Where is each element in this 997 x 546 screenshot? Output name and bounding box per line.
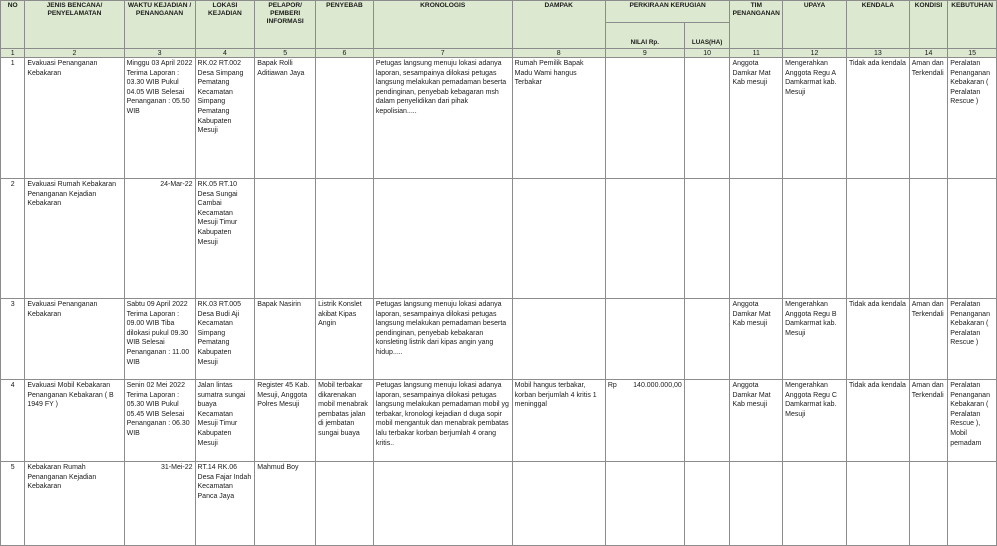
kebutuhan-cell: Peralatan Penanganan Kebakaran ( Peralatan Rescue ), Mobil pemadam — [948, 380, 997, 462]
jenis-cell: Kebakaran Rumah Penanganan Kejadian Kebakaran — [25, 462, 124, 546]
column-number: 10 — [684, 49, 730, 58]
kronologis-cell — [373, 179, 512, 299]
penyebab-cell: Mobil terbakar dikarenakan mobil menabrak pembatas jalan di jembatan sungai buaya — [316, 380, 374, 462]
header-jenis: JENIS BENCANA/ PENYELAMATAN — [25, 1, 124, 49]
header-kendala: KENDALA — [846, 1, 909, 49]
header-lokasi: LOKASI KEJADIAN — [195, 1, 255, 49]
column-number: 5 — [255, 49, 316, 58]
loss-amount: 140.000.000,00 — [633, 382, 682, 389]
pelapor-cell — [255, 179, 316, 299]
header-dampak: DAMPAK — [512, 1, 605, 49]
header-penyebab: PENYEBAB — [316, 1, 374, 49]
dampak-cell: Mobil hangus terbakar, korban berjumlah 4 kritis 1 meninggal — [512, 380, 605, 462]
table-row — [1, 179, 997, 299]
header-luas: LUAS(HA) — [684, 23, 730, 49]
kebutuhan-cell: Peralatan Penanganan Kebakaran ( Peralatan Rescue ) — [948, 299, 997, 380]
column-number: 8 — [512, 49, 605, 58]
table-row — [1, 380, 997, 462]
no-cell: 3 — [1, 299, 25, 380]
lokasi-cell: RT.14 RK.06 Desa Fajar Indah Kecamatan Panca Jaya — [195, 462, 255, 546]
no-cell: 2 — [1, 179, 25, 299]
kondisi-cell: Aman dan Terkendali — [909, 299, 948, 380]
column-number: 1 — [1, 49, 25, 58]
nilai-cell — [605, 462, 684, 546]
header-kebutuhan: KEBUTUHAN — [948, 1, 997, 49]
header-pelapor: PELAPOR/ PEMBERI INFORMASI — [255, 1, 316, 49]
nilai-cell — [605, 179, 684, 299]
column-number: 4 — [195, 49, 255, 58]
pelapor-cell: Register 45 Kab. Mesuji, Anggota Polres Mesuji — [255, 380, 316, 462]
kebutuhan-cell — [948, 179, 997, 299]
dampak-cell — [512, 462, 605, 546]
upaya-cell: Mengerahkan Anggota Regu C Damkarmat kab. Mesuji — [783, 380, 847, 462]
tim-cell — [730, 179, 783, 299]
tim-cell: Anggota Damkar Mat Kab mesuji — [730, 380, 783, 462]
jenis-cell: Evakuasi Rumah Kebakaran Penanganan Kejadian Kebakaran — [25, 179, 124, 299]
luas-cell — [684, 58, 730, 179]
kendala-cell: Tidak ada kendala — [846, 299, 909, 380]
pelapor-cell: Mahmud Boy — [255, 462, 316, 546]
nilai-cell — [605, 380, 684, 462]
luas-cell — [684, 380, 730, 462]
upaya-cell: Mengerahkan Anggota Regu B Damkarmat kab. Mesuji — [783, 299, 847, 380]
waktu-cell: Senin 02 Mei 2022 Terima Laporan : 05.30 WIB Pukul 05.45 WIB Selesai Penanganan : 06.30 WIB — [124, 380, 195, 462]
lokasi-cell: RK.02 RT.002 Desa Simpang Pematang Kecamatan Simpang Pematang Kabupaten Mesuji — [195, 58, 255, 179]
luas-cell — [684, 462, 730, 546]
column-number: 11 — [730, 49, 783, 58]
no-cell: 1 — [1, 58, 25, 179]
header-kondisi: KONDISI — [909, 1, 948, 49]
nilai-cell — [605, 299, 684, 380]
header-perkiraan-kerugian: PERKIRAAN KERUGIAN — [605, 1, 730, 23]
header-kronologis: KRONOLOGIS — [373, 1, 512, 49]
column-number-row — [1, 49, 997, 58]
luas-cell — [684, 179, 730, 299]
jenis-cell: Evakuasi Penanganan Kebakaran — [25, 58, 124, 179]
column-number: 12 — [783, 49, 847, 58]
header-upaya: UPAYA — [783, 1, 847, 49]
dampak-cell: Rumah Pemilik Bapak Madu Wami hangus Terbakar — [512, 58, 605, 179]
waktu-cell: 31-Mei-22 — [124, 462, 195, 546]
table-row — [1, 299, 997, 380]
tim-cell: Anggota Damkar Mat Kab mesuji — [730, 58, 783, 179]
kebutuhan-cell: Peralatan Penanganan Kebakaran ( Peralatan Rescue ) — [948, 58, 997, 179]
kondisi-cell — [909, 462, 948, 546]
penyebab-cell — [316, 58, 374, 179]
luas-cell — [684, 299, 730, 380]
column-number: 6 — [316, 49, 374, 58]
lokasi-cell: RK.05 RT.10 Desa Sungai Cambai Kecamatan Mesuji Timur Kabupaten Mesuji — [195, 179, 255, 299]
upaya-cell — [783, 179, 847, 299]
pelapor-cell: Bapak Rolli Aditiawan Jaya — [255, 58, 316, 179]
kronologis-cell: Petugas langsung menuju lokasi adanya laporan, sesampainya dilokasi petugas langsung melakukan pemadaman beserta pendinginan, penyebab kebakaran konsleting listrik dari kipas angin yang hidup..... — [373, 299, 512, 380]
header-waktu: WAKTU KEJADIAN / PENANGANAN — [124, 1, 195, 49]
dampak-cell — [512, 179, 605, 299]
kondisi-cell: Aman dan Terkendali — [909, 380, 948, 462]
lokasi-cell: Jalan lintas sumatra sungai buaya Kecamatan Mesuji Timur Kabupaten Mesuji — [195, 380, 255, 462]
kondisi-cell — [909, 179, 948, 299]
kendala-cell — [846, 462, 909, 546]
upaya-cell — [783, 462, 847, 546]
kebutuhan-cell — [948, 462, 997, 546]
kendala-cell: Tidak ada kendala — [846, 58, 909, 179]
column-number: 9 — [605, 49, 684, 58]
column-number: 15 — [948, 49, 997, 58]
column-number: 3 — [124, 49, 195, 58]
jenis-cell: Evakuasi Mobil Kebakaran Penanganan Kebakaran ( B 1949 FY ) — [25, 380, 124, 462]
nilai-cell — [605, 58, 684, 179]
kondisi-cell: Aman dan Terkendali — [909, 58, 948, 179]
currency-label: Rp — [607, 382, 617, 389]
header-tim: TIM PENANGANAN — [730, 1, 783, 49]
header-nilai: NILAI Rp. — [605, 23, 684, 49]
pelapor-cell: Bapak Nasirin — [255, 299, 316, 380]
lokasi-cell: RK.03 RT.005 Desa Budi Aji Kecamatan Simpang Pematang Kabupaten Mesuji — [195, 299, 255, 380]
kronologis-cell: Petugas langsung menuju lokasi adanya laporan, sesampainya dilokasi petugas langsung melakukan pemadaman mobil yg terbakar, kronologi kejadian d duga sopir mobil mengantuk dan menabrak pembatas lalu terbakar korban berjumlah 4 orang kritis.. — [373, 380, 512, 462]
tim-cell: Anggota Damkar Mat Kab mesuji — [730, 299, 783, 380]
waktu-cell: 24-Mar-22 — [124, 179, 195, 299]
kronologis-cell — [373, 462, 512, 546]
kendala-cell: Tidak ada kendala — [846, 380, 909, 462]
waktu-cell: Sabtu 09 April 2022 Terima Laporan : 09.00 WIB Tiba dilokasi pukul 09.30 WIB Selesai Penanganan : 11.00 WIB — [124, 299, 195, 380]
no-cell: 5 — [1, 462, 25, 546]
kronologis-cell: Petugas langsung menuju lokasi adanya laporan, sesampainya dilokasi petugas langsung melakukan pemadaman beserta pendinginan, penyebab kebagaran msh dalam penyelidikan dari pihak kepolisian..... — [373, 58, 512, 179]
kendala-cell — [846, 179, 909, 299]
waktu-cell: Minggu 03 April 2022 Terima Laporan : 03.30 WIB Pukul 04.05 WIB Selesai Penanganan : 05.50 WIB — [124, 58, 195, 179]
tim-cell — [730, 462, 783, 546]
header-no: NO — [1, 1, 25, 49]
no-cell: 4 — [1, 380, 25, 462]
table-row — [1, 462, 997, 546]
penyebab-cell — [316, 462, 374, 546]
column-number: 14 — [909, 49, 948, 58]
column-number: 13 — [846, 49, 909, 58]
column-number: 7 — [373, 49, 512, 58]
jenis-cell: Evakuasi Penanganan Kebakaran — [25, 299, 124, 380]
column-number: 2 — [25, 49, 124, 58]
table-row — [1, 58, 997, 179]
penyebab-cell — [316, 179, 374, 299]
upaya-cell: Mengerahkan Anggota Regu A Damkarmat kab. Mesuji — [783, 58, 847, 179]
dampak-cell — [512, 299, 605, 380]
penyebab-cell: Listrik Konslet akibat Kipas Angin — [316, 299, 374, 380]
